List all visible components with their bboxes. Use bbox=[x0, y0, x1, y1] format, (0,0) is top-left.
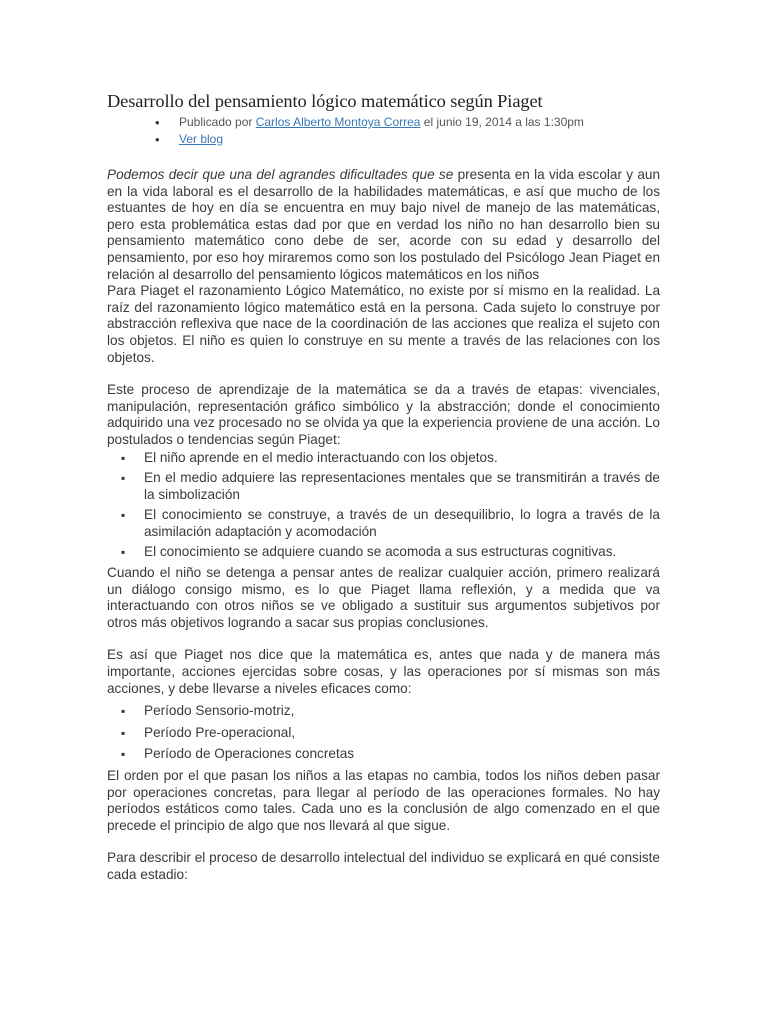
postulados-list bbox=[107, 450, 660, 562]
paragraph-orden: El orden por el que pasan los niños a las etapas no cambia, todos los niños deben pasar por operaciones concretas, para llegar al período de las operaciones formales. No hay períodos estáticos como tales. Cada uno es la conclusión de algo comenzado en el que precede el principio de algo que nos llevará al que sigue. bbox=[107, 768, 660, 833]
list-item: ▪ Período de Operaciones concretas bbox=[107, 746, 660, 763]
paragraph-etapas: Este proceso de aprendizaje de la matemática se da a través de etapas: vivenciales, manipulación, representación gráfico simbólico y la abstracción; donde el conocimiento adquirido una vez procesado no se olvida ya que la experiencia proviene de una acción. Lo postulados o tendencias según Piaget: bbox=[107, 382, 660, 447]
intro-lead-italic: Podemos decir que una del agrandes dificultades que se bbox=[107, 167, 454, 182]
list-item: ▪ Período Pre-operacional, bbox=[107, 725, 660, 742]
publish-date: el junio 19, 2014 a las 1:30pm bbox=[420, 115, 584, 129]
paragraph-reflexion: Cuando el niño se detenga a pensar antes de realizar cualquier acción, primero realizará un diálogo consigo mismo, es lo que Piaget llama reflexión, y a medida que va interactuando con otros niños se ve obligado a sustituir sus argumentos subjetivos por otros más objetivos logrando a sacar sus propias conclusiones. bbox=[107, 565, 660, 630]
list-item: ▪ El conocimiento se adquiere cuando se acomoda a sus estructuras cognitivas. bbox=[107, 544, 660, 561]
author-link[interactable]: Carlos Alberto Montoya Correa bbox=[255, 115, 421, 129]
paragraph-intro bbox=[107, 167, 660, 283]
paragraph-estadios: Para describir el proceso de desarrollo intelectual del individuo se explicará en qué consiste cada estadio: bbox=[107, 850, 660, 882]
view-blog-link[interactable]: Ver blog bbox=[179, 132, 224, 146]
periodos-list bbox=[107, 703, 660, 763]
paragraph-razonamiento: Para Piaget el razonamiento Lógico Matemático, no existe por sí mismo en la realidad. La raíz del razonamiento lógico matemático está en la persona. Cada sujeto lo construye por abstracción reflexiva que nace de la coordinación de las acciones que realiza el sujeto con los objetos. El niño es quien lo construye en su mente a través de las relaciones con los objetos. bbox=[107, 283, 660, 365]
published-prefix: Publicado por bbox=[179, 115, 256, 129]
list-item: ▪ En el medio adquiere las representaciones mentales que se transmitirán a través de la simbolización bbox=[107, 470, 660, 503]
intro-rest: presenta en la vida escolar y aun en la vida laboral es el desarrollo de la habilidades matemáticas, e así que mucho de los estuantes de hoy en día se encuentra en muy bajo nivel de manejo de las matemáticas, pero esta problemática estas dad por que en verdad los niño no han desarrollo bien su pensamiento matemático cono debe de ser, acorde con su edad y desarrollo del pensamiento, por eso hoy miraremos como son los postulado del Psicólogo Jean Piaget en relación al desarrollo del pensamiento lógicos matemáticos en los niños bbox=[107, 167, 661, 282]
publish-info bbox=[155, 114, 660, 131]
list-item: ▪ Período Sensorio-motriz, bbox=[107, 703, 660, 720]
document-page bbox=[107, 90, 660, 884]
blog-link-item bbox=[155, 131, 660, 148]
page-title: Desarrollo del pensamiento lógico matemático según Piaget bbox=[107, 91, 543, 111]
post-meta-list bbox=[155, 114, 660, 148]
list-item: ▪ El niño aprende en el medio interactuando con los objetos. bbox=[107, 450, 660, 467]
list-item: ▪ El conocimiento se construye, a través de un desequilibrio, lo logra a través de la asimilación adaptación y acomodación bbox=[107, 507, 660, 540]
paragraph-acciones: Es así que Piaget nos dice que la matemática es, antes que nada y de manera más importante, acciones ejercidas sobre cosas, y las operaciones por sí mismas son más acciones, y debe llevarse a niveles eficaces como: bbox=[107, 647, 660, 696]
